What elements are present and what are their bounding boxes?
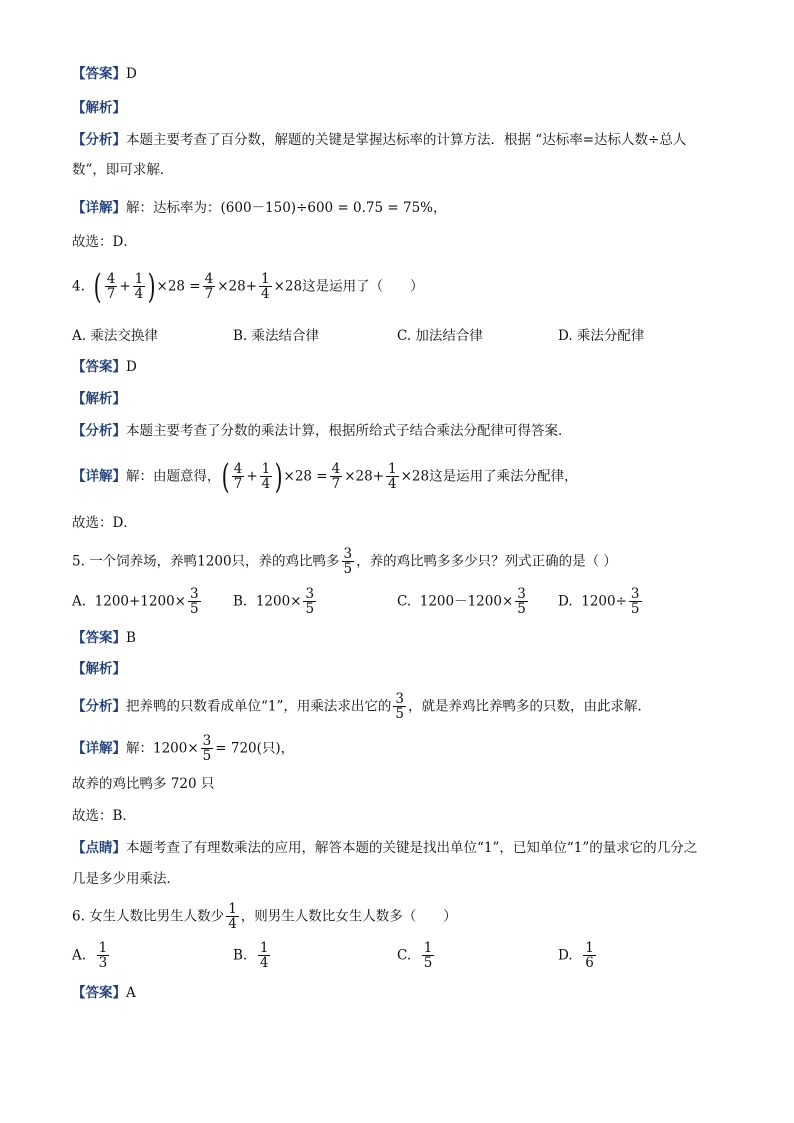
- answer-value: A: [126, 985, 136, 1001]
- option-b: B. $\frac{1}{4}$: [233, 940, 269, 971]
- option-d: D. $\frac{1}{6}$: [558, 940, 594, 971]
- dianjing-line: 【点睛】本题考查了有理数乘法的应用，解答本题的关键是找出单位“1”，已知单位“1”的量求它的几分之: [72, 840, 698, 856]
- detail-expression: (600－150)÷600 = 0.75 = 75%: [220, 200, 433, 216]
- option-c: C. 加法结合律: [397, 328, 483, 344]
- option-c: C. 1200－1200× $\frac{3}{5}$: [397, 586, 526, 617]
- fenxi-text-2: 数”，即可求解．: [72, 162, 174, 178]
- fenxi-line: 【分析】把养鸭的只数看成单位“1”，用乘法求出它的 $\frac{3}{5}$ ，就是养鸡比养鸭多的只数，由此求解．: [72, 691, 651, 722]
- option-d: D. 乘法分配律: [558, 328, 645, 344]
- detail-suffix: ，: [433, 200, 447, 216]
- detail-tag: 【详解】: [72, 200, 126, 216]
- detail-line: [72, 198, 447, 218]
- fenxi-line: [72, 130, 686, 150]
- paren-close-icon: ): [147, 266, 156, 307]
- fraction: $\frac{4}{7}$: [204, 271, 214, 302]
- answer-value: D: [126, 359, 137, 375]
- detail-line-2: 故养的鸡比鸭多 720 只: [72, 776, 215, 792]
- option-d: D. 1200÷ $\frac{3}{5}$: [558, 586, 640, 617]
- answer-line: 【答案】A: [72, 985, 136, 1001]
- choose-line: 故选：D．: [72, 515, 137, 531]
- fenxi-text: 本题主要考查了分数的乘法计算，根据所给式子结合乘法分配律可得答案．: [126, 423, 572, 439]
- question-number: 4.: [72, 278, 85, 295]
- option-a: A. 乘法交换律: [72, 328, 158, 344]
- answer-line: 【答案】D: [72, 359, 137, 375]
- analysis-line: [72, 98, 126, 118]
- question-number: 6.: [72, 908, 85, 925]
- paren-close-icon: ): [274, 456, 283, 497]
- choose-line: [72, 232, 137, 252]
- option-b: B. 乘法结合律: [233, 328, 320, 344]
- analysis-line: 【解析】: [72, 391, 126, 407]
- question-6: 6. 女生人数比男生人数少 $\frac{1}{4}$ ，则男生人数比女生人数多（ ）: [72, 901, 457, 932]
- question-4: 4. ( $\frac{4}{7}$ + $\frac{1}{4}$ )×28 = $\frac{4}{7}$ ×28+ $\frac{1}{4}$ ×28这是运用了（ ）: [72, 266, 424, 307]
- dianjing-line-2: 几是多少用乘法．: [72, 871, 180, 887]
- answer-line: 【答案】B: [72, 630, 136, 646]
- option-a: A. 1200+1200× $\frac{3}{5}$: [72, 586, 199, 617]
- fraction: $\frac{1}{4}$: [261, 271, 270, 302]
- question-5: 5. 一个饲养场，养鸭1200只，养的鸡比鸭多 $\frac{3}{5}$ ，养的鸡比鸭多多少只？列式正确的是（ ）: [72, 546, 617, 577]
- dianjing-text: 本题考查了有理数乘法的应用，解答本题的关键是找出单位“1”，已知单位“1”的量求它的几分之: [126, 840, 698, 856]
- question-number: 5.: [72, 553, 85, 570]
- detail-prefix: 解：达标率为：: [126, 200, 221, 216]
- answer-line: [72, 64, 137, 84]
- choose-line: 故选：B．: [72, 808, 136, 824]
- fenxi-line-2: [72, 160, 173, 180]
- fenxi-text: 本题主要考查了百分数，解题的关键是掌握达标率的计算方法．根据 “达标率=达标人数÷总人: [126, 132, 687, 148]
- fraction: $\frac{1}{4}$: [228, 901, 237, 932]
- option-b: B. 1200× $\frac{3}{5}$: [233, 586, 315, 617]
- answer-tag: 【答案】: [72, 66, 126, 82]
- fenxi-line: 【分析】本题主要考查了分数的乘法计算，根据所给式子结合乘法分配律可得答案．: [72, 423, 572, 439]
- option-a: A. $\frac{1}{3}$: [72, 940, 108, 971]
- detail-line: 【详解】解：1200× $\frac{3}{5}$ = 720(只)，: [72, 733, 295, 764]
- answer-value: D: [126, 66, 137, 82]
- detail-line: 【详解】解：由题意得，( $\frac{4}{7}$ + $\frac{1}{4}$ )×28 = $\frac{4}{7}$ ×28+ $\frac{1}{4}$ ×28这是运用了乘法分配律，: [72, 456, 578, 497]
- fraction: $\frac{4}{7}$: [106, 271, 116, 302]
- fraction: $\frac{3}{5}$: [343, 546, 353, 577]
- fraction: $\frac{1}{4}$: [134, 271, 144, 302]
- paren-open-icon: (: [221, 456, 230, 497]
- paren-open-icon: (: [94, 266, 103, 307]
- fenxi-tag: 【分析】: [72, 132, 126, 148]
- option-c: C. $\frac{1}{5}$: [397, 940, 433, 971]
- analysis-line: 【解析】: [72, 661, 126, 677]
- analysis-tag: 【解析】: [72, 100, 126, 116]
- answer-value: B: [126, 630, 136, 646]
- question-stem: 这是运用了（ ）: [302, 278, 424, 295]
- choose-text: 故选：D．: [72, 234, 137, 250]
